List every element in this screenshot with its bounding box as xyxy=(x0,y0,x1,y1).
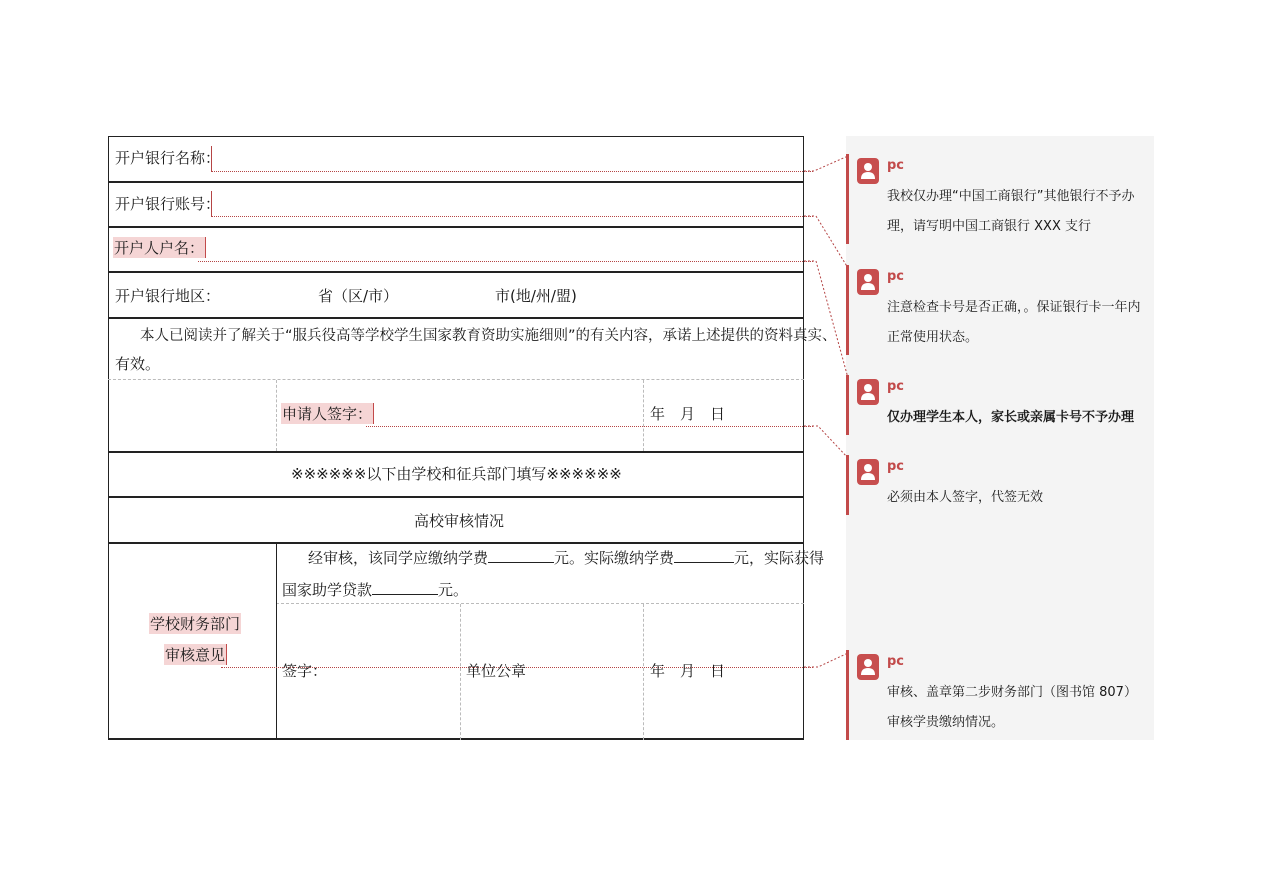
rule xyxy=(108,542,804,544)
signature-label: 签字： xyxy=(282,662,328,680)
bank-name-label: 开户银行名称： xyxy=(115,149,221,167)
comment-text: 仅办理学生本人，家长或亲属卡号不予办理 xyxy=(887,410,1135,425)
comment-author: pc xyxy=(887,459,905,474)
comment-author: pc xyxy=(887,158,905,173)
comment-author: pc xyxy=(887,654,905,669)
user-avatar-icon xyxy=(857,654,879,680)
comment-balloon[interactable] xyxy=(846,265,1149,355)
comment-anchor-line xyxy=(198,261,813,262)
comment-balloon[interactable] xyxy=(846,650,1149,740)
province-label: 省（区/市） xyxy=(318,287,399,305)
declaration-text-end: 有效。 xyxy=(115,355,161,373)
comment-anchor-line xyxy=(211,171,813,172)
bank-account-field[interactable] xyxy=(212,187,798,219)
finance-dept-opinion-label: 审核意见 xyxy=(165,646,226,664)
comment-author: pc xyxy=(887,379,905,394)
rule xyxy=(108,181,804,183)
date-label-2: 年 月 日 xyxy=(650,662,726,680)
rule xyxy=(276,603,804,604)
review-statement: 经审核，该同学应缴纳学费 元。实际缴纳学费 元，实际获得 xyxy=(308,549,825,567)
comment-text: 必须由本人签字，代签无效 xyxy=(887,490,1044,505)
loan-amount-blank[interactable] xyxy=(372,580,438,595)
school-section-header: ※※※※※※以下由学校和征兵部门填写※※※※※※ xyxy=(291,465,622,483)
comment-anchor-line xyxy=(366,426,813,427)
review-header: 高校审核情况 xyxy=(414,512,505,530)
rule xyxy=(108,379,804,380)
comment-balloon[interactable] xyxy=(846,455,1149,515)
rule xyxy=(108,271,804,273)
bank-account-label: 开户银行账号： xyxy=(115,195,221,213)
date-label: 年 月 日 xyxy=(650,405,726,423)
comment-text: 注意检查卡号是否正确，。保证银行卡一年内正常使用状态。 xyxy=(887,300,1141,345)
comment-text: 我校仅办理“中国工商银行”其他银行不予办理，请写明中国工商银行 XXX 支行 xyxy=(887,189,1135,234)
rule xyxy=(108,317,804,319)
account-holder-label: 开户人户名： xyxy=(114,239,205,257)
comment-text: 审核、盖章第二步财务部门（图书馆 807）审核学贵缴纳情况。 xyxy=(887,685,1137,730)
tuition-paid-blank[interactable] xyxy=(674,548,734,563)
cell-divider xyxy=(643,380,644,451)
cell-divider xyxy=(460,604,461,740)
user-avatar-icon xyxy=(857,459,879,485)
bank-region-label: 开户银行地区： xyxy=(115,287,221,305)
applicant-signature-label: 申请人签字： xyxy=(282,405,373,423)
comment-anchor-line xyxy=(211,216,813,217)
rule xyxy=(108,226,804,228)
cell-divider xyxy=(643,604,644,740)
unit-seal-label: 单位公章 xyxy=(466,662,527,680)
user-avatar-icon xyxy=(857,379,879,405)
declaration-text: 本人已阅读并了解关于“服兵役高等学校学生国家教育资助实施细则”的有关内容，承诺上述提供的资料真实、 xyxy=(140,328,837,344)
user-avatar-icon xyxy=(857,269,879,295)
comment-author: pc xyxy=(887,269,905,284)
rule xyxy=(108,496,804,498)
cell-divider xyxy=(276,543,277,740)
rule xyxy=(108,738,804,740)
bank-info-form xyxy=(108,136,837,740)
review-statement-2: 国家助学贷款 元。 xyxy=(282,581,469,599)
rule xyxy=(108,451,804,453)
tuition-due-blank[interactable] xyxy=(488,548,554,563)
rule xyxy=(108,136,804,137)
comment-balloon[interactable] xyxy=(846,154,1149,244)
cell-divider xyxy=(276,380,277,451)
city-label: 市(地/州/盟) xyxy=(495,287,577,305)
finance-dept-label: 学校财务部门 xyxy=(150,615,241,633)
user-avatar-icon xyxy=(857,158,879,184)
comment-balloon[interactable] xyxy=(846,375,1149,435)
bank-name-field[interactable] xyxy=(212,142,798,174)
